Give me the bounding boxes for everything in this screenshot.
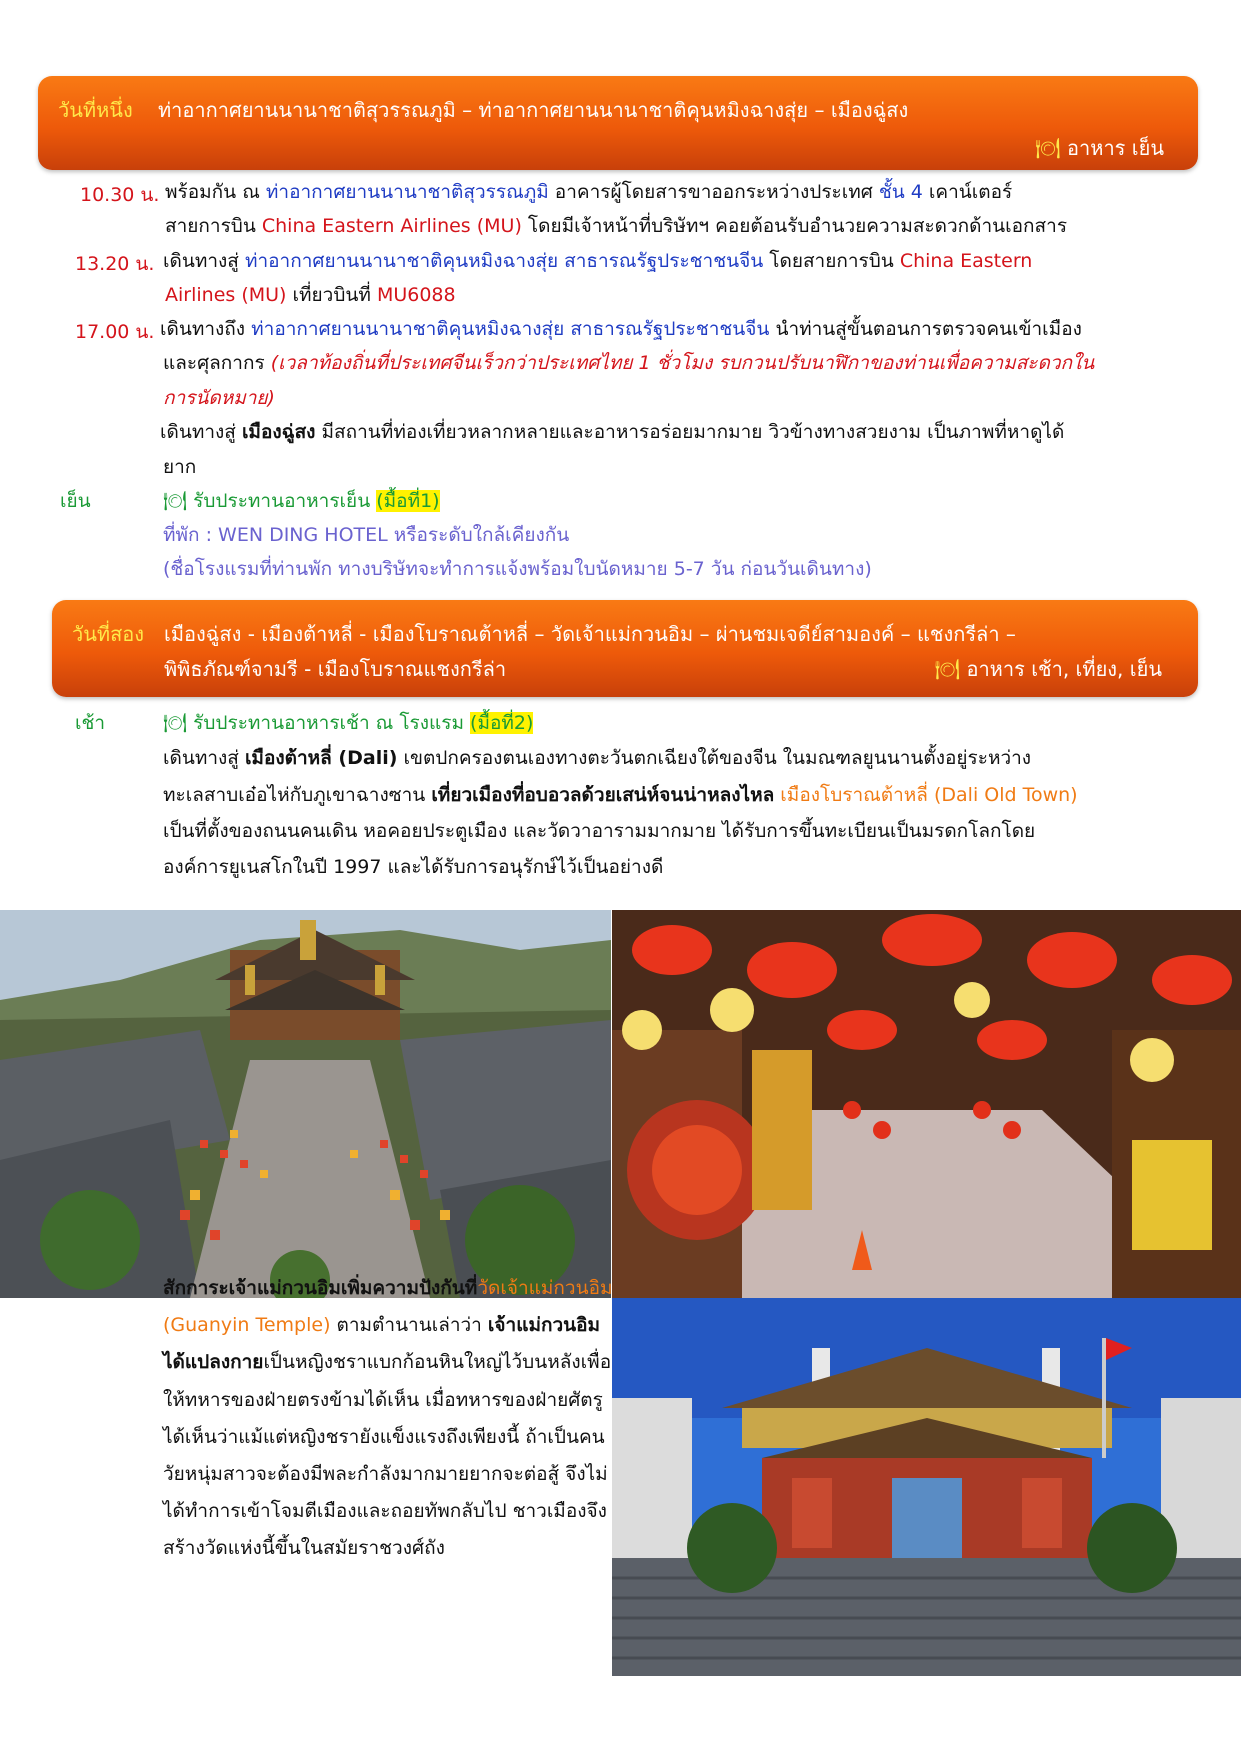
photo-guanyin-temple: [612, 1298, 1241, 1676]
dali-line3: เป็นที่ตั้งของถนนคนเดิน หอคอยประตูเมือง และวัดวาอารามมากมาย ได้รับการขึ้นทะเบียนเป็นมรดกโลกโดย: [163, 820, 1036, 842]
meal-icon: 🍽: [934, 657, 961, 681]
breakfast-line: 🍽 รับประทานอาหารเช้า ณ โรงแรม (มื้อที่2): [163, 712, 534, 734]
dali-line2: ทะเลสาบเอ๋อไห่กับภูเขาฉางซาน เที่ยวเมืองที่อบอวลด้วยเสน่ห์จนน่าหลงไหล เมืองโบราณต้าหลี่ (Dali Old Town): [163, 784, 1078, 806]
time-note-end: การนัดหมาย): [163, 387, 275, 409]
place-suvarnabhumi: ท่าอากาศยานนานาชาติสุวรรณภูมิ: [265, 181, 549, 203]
photo-dali-old-town: [0, 910, 611, 1298]
airline-name: China Eastern Airlines (MU): [261, 215, 522, 237]
day1-banner: [38, 76, 1198, 170]
meal-icon: 🍽: [163, 712, 188, 734]
hotel-note: (ชื่อโรงแรมที่ท่านพัก ทางบริษัทจะทำการแจ้งพร้อมใบนัดหมาย 5-7 วัน ก่อนวันเดินทาง): [163, 558, 872, 580]
dali-old-town: เมืองโบราณต้าหลี่ (Dali Old Town): [780, 784, 1078, 806]
guanyin-bold-intro: สักการะเจ้าแม่กวนอิมเพิ่มความปังกันที่: [163, 1277, 478, 1299]
place-kunming: ท่าอากาศยานนานาชาติคุนหมิงฉางสุ่ย สาธารณรัฐประชาชนจีน: [244, 250, 764, 272]
day1-meal-text: อาหาร เย็น: [1067, 136, 1164, 160]
meal-number-2: (มื้อที่2): [470, 712, 534, 734]
day2-banner: [52, 600, 1198, 697]
entry-1320-line2: Airlines (MU) เที่ยวบินที่ MU6088: [165, 284, 456, 306]
entry-1320-line1: เดินทางสู่ ท่าอากาศยานนานาชาติคุนหมิงฉางสุ่ย สาธารณรัฐประชาชนจีน โดยสายการบิน China Eastern: [163, 250, 1033, 272]
day1-label: วันที่หนึ่ง: [58, 98, 133, 122]
entry-1700-line2: และศุลกากร (เวลาท้องถิ่นที่ประเทศจีนเร็วกว่าประเทศไทย 1 ชั่วโมง รบกวนปรับนาฬิกาของท่านเพื่อความสะดวกใน: [163, 352, 1095, 374]
day2-label: วันที่สอง: [72, 622, 145, 646]
entry-1030-line2: สายการบิน China Eastern Airlines (MU) โดยมีเจ้าหน้าที่บริษัทฯ คอยต้อนรับอำนวยความสะดวกด้านเอกสาร: [165, 215, 1068, 237]
dali-highlight: เที่ยวเมืองที่อบอวลด้วยเสน่ห์จนน่าหลงไหล: [431, 784, 775, 806]
time-1700: 17.00 น.: [75, 321, 155, 343]
time-1320: 13.20 น.: [75, 253, 155, 275]
entry-1030-line1: พร้อมกัน ณ ท่าอากาศยานนานาชาติสุวรรณภูมิ อาคารผู้โดยสารขาออกระหว่างประเทศ ชั้น 4 เคาน์เตอร์: [165, 181, 1013, 203]
time-note: (เวลาท้องถิ่นที่ประเทศจีนเร็วกว่าประเทศไทย 1 ชั่วโมง รบกวนปรับนาฬิกาของท่านเพื่อความสะดวกใน: [270, 352, 1095, 374]
meal-icon: 🍽: [163, 490, 188, 512]
entry-1700-line1: เดินทางถึง ท่าอากาศยานนานาชาติคุนหมิงฉางสุ่ย สาธารณรัฐประชาชนจีน นำท่านสู่ขั้นตอนการตรวจคนเข้าเมือง: [160, 318, 1082, 340]
guanyin-bold-legend: เจ้าแม่กวนอิมได้แปลงกาย: [163, 1314, 601, 1374]
dinner-label: เย็น: [60, 490, 91, 512]
day2-route-line1: เมืองฉู่สง - เมืองต้าหลี่ - เมืองโบราณต้าหลี่ – วัดเจ้าแม่กวนอิม – ผ่านชมเจดีย์สามองค์ – แชงกรีล่า –: [164, 622, 1016, 646]
city-dali: เมืองต้าหลี่ (Dali): [244, 747, 398, 769]
day1-route: ท่าอากาศยานนานาชาติสุวรรณภูมิ – ท่าอากาศยานนานาชาติคุนหมิงฉางสุ่ย – เมืองฉู่สง: [158, 98, 909, 122]
travel-chuxiong-line2: ยาก: [163, 456, 197, 478]
guanyin-paragraph: สักการะเจ้าแม่กวนอิมเพิ่มความปังกันที่วัดเจ้าแม่กวนอิม (Guanyin Temple) ตามตำนานเล่าว่า เจ้าแม่กวนอิมได้แปลงกายเป็นหญิงชราแบกก้อนหินใหญ่ไว้บนหลังเพื่อให้ทหารของฝ่ายตรงข้ามได้เห็น เมื่อทหารของฝ่ายศัตรูได้เห็นว่าแม้แต่หญิงชรายังแข็งแรงถึงเพียงนี้ ถ้าเป็นคนวัยหนุ่มสาวจะต้องมีพละกำลังมากมายยากจะต่อสู้ จึงไม่ได้ทำการเข้าโจมตีเมืองและถอยทัพกลับไป ชาวเมืองจึงสร้างวัดแห่งนี้ขึ้นในสมัยราชวงศ์ถัง: [163, 1277, 613, 1560]
dinner-line: 🍽 รับประทานอาหารเย็น (มื้อที่1): [163, 490, 440, 512]
dali-line1: เดินทางสู่ เมืองต้าหลี่ (Dali) เขตปกครองตนเองทางตะวันตกเฉียงใต้ของจีน ในมณฑลยูนนานตั้งอยู่ระหว่าง: [163, 747, 1032, 769]
guanyin-temple-name: วัดเจ้าแม่กวนอิม (Guanyin Temple): [163, 1277, 613, 1337]
day1-meal: [1035, 132, 1164, 164]
meal-number-1: (มื้อที่1): [376, 490, 440, 512]
breakfast-label: เช้า: [75, 712, 106, 734]
meal-icon: 🍽: [1035, 136, 1061, 160]
day2-meal: [935, 653, 1162, 685]
airline-name-a: China Eastern: [899, 250, 1033, 272]
time-1030: 10.30 น.: [80, 184, 160, 206]
floor-4: ชั้น 4: [878, 181, 923, 203]
airline-name-b: Airlines (MU): [165, 284, 287, 306]
day2-meal-text: อาหาร เช้า, เที่ยง, เย็น: [966, 657, 1162, 681]
place-kunming-arrive: ท่าอากาศยานนานาชาติคุนหมิงฉางสุ่ย สาธารณรัฐประชาชนจีน: [251, 318, 770, 340]
flight-number: MU6088: [376, 284, 456, 306]
travel-chuxiong-line1: เดินทางสู่ เมืองฉู่สง มีสถานที่ท่องเที่ยวหลากหลายและอาหารอร่อยมากมาย วิวข้างทางสวยงาม เป็นภาพที่หาดูได้: [160, 421, 1065, 443]
day2-route-line2: พิพิธภัณฑ์จามรี - เมืองโบราณแชงกรีล่า: [164, 657, 507, 681]
dali-line4: องค์การยูเนสโกในปี 1997 และได้รับการอนุรักษ์ไว้เป็นอย่างดี: [163, 856, 664, 878]
photo-lantern-street: [612, 910, 1241, 1298]
city-chuxiong: เมืองฉู่สง: [241, 421, 316, 443]
hotel-line: ที่พัก : WEN DING HOTEL หรือระดับใกล้เคียงกัน: [163, 524, 570, 546]
